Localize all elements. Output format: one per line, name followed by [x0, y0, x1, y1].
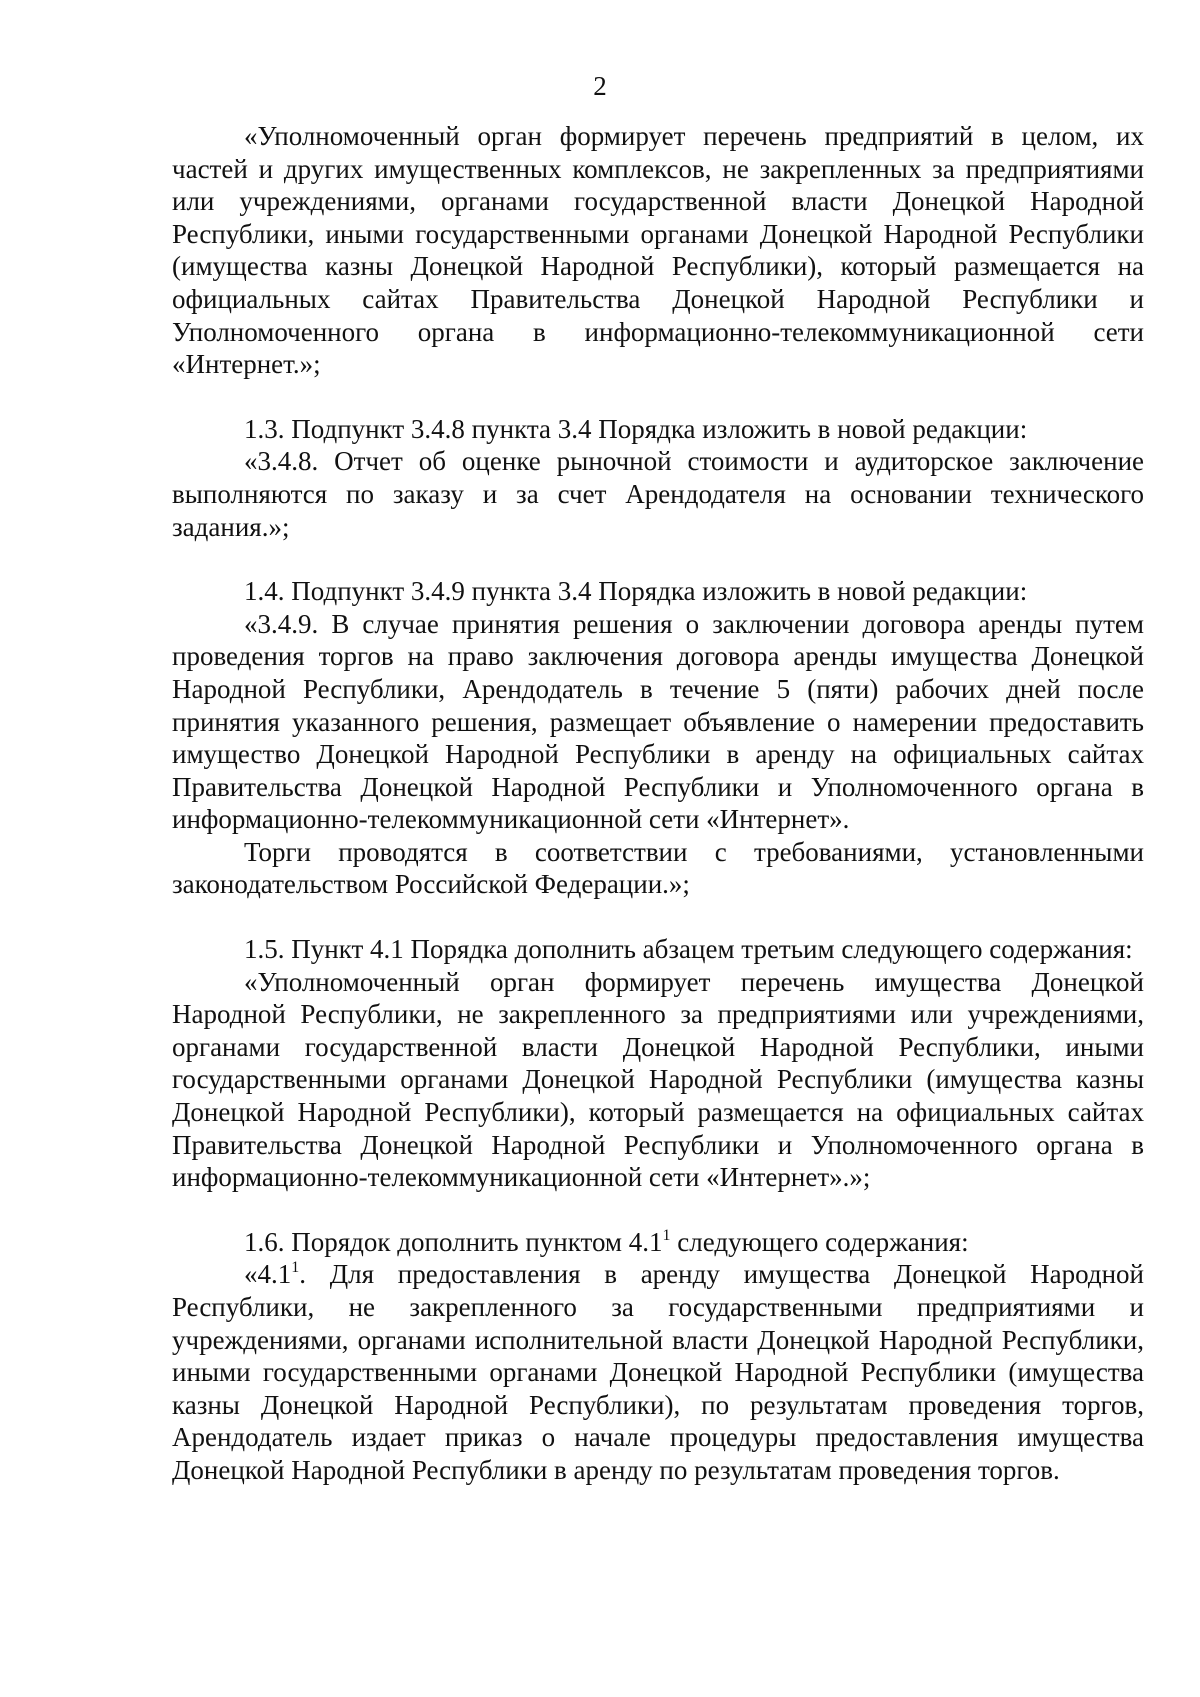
superscript-1: 1 [291, 1259, 300, 1277]
paragraph-quote-4-1-1-text: «4.1 [244, 1259, 292, 1290]
paragraph-quote-4-1-1-text-after: . Для предоставления в аренду имущества Донецкой Народной Республики, не закрепленного за государственными предприятиями и учреждениями, органами исполнительной власти Донецкой Народной Республики, иными государственными органами Донецкой Народной Республики (имущества казны Донецкой Народной Республики), по результатам проведения торгов, Арендодатель издает приказ о начале процедуры предоставления имущества Донецкой Народной Республики в аренду по результатам проведения торгов. [172, 1259, 1144, 1485]
superscript-1: 1 [662, 1226, 671, 1244]
paragraph-item-1-5: 1.5. Пункт 4.1 Порядка дополнить абзацем третьим следующего содержания: [244, 934, 1133, 965]
paragraph-item-1-6 [172, 1226, 1144, 1259]
paragraph-item-1-4: 1.4. Подпункт 3.4.9 пункта 3.4 Порядка изложить в новой редакции: [244, 576, 1028, 607]
paragraph-item-1-6-text: 1.6. Порядок дополнить пунктом 4.1 [244, 1226, 663, 1257]
paragraph-auction-rules: Торги проводятся в соответствии с требованиями, установленными законодательством Российской Федерации.»; [172, 836, 1144, 900]
paragraph-item-1-6-text-after: следующего содержания: [670, 1226, 969, 1257]
paragraph-item-1-3: 1.3. Подпункт 3.4.8 пункта 3.4 Порядка изложить в новой редакции: [244, 413, 1028, 444]
paragraph-quote-3-4-9: «3.4.9. В случае принятия решения о заключении договора аренды путем проведения торгов на право заключения договора аренды имущества Донецкой Народной Республики, Арендодатель в течение 5 (пяти) рабочих дней после принятия указанного решения, размещает объявление о намерении предоставить имущество Донецкой Народной Республики в аренду на официальных сайтах Правительства Донецкой Народной Республики и Уполномоченного органа в информационно-телекоммуникационной сети «Интернет». [172, 608, 1144, 835]
paragraph-quote-4-1-1 [172, 1258, 1144, 1486]
paragraph-quote-property-list: «Уполномоченный орган формирует перечень имущества Донецкой Народной Республики, не закрепленного за предприятиями или учреждениями, органами государственной власти Донецкой Народной Республики, иными государственными органами Донецкой Народной Республики (имущества казны Донецкой Народной Республики), который размещается на официальных сайтах Правительства Донецкой Народной Республики и Уполномоченного органа в информационно-телекоммуникационной сети «Интернет».»; [172, 966, 1144, 1193]
page-number: 2 [593, 71, 607, 101]
paragraph-quote-enterprises-list: «Уполномоченный орган формирует перечень предприятий в целом, их частей и других имущественных комплексов, не закрепленных за предприятиями или учреждениями, органами государственной власти Донецкой Народной Республики, иными государственными органами Донецкой Народной Республики (имущества казны Донецкой Народной Республики), который размещается на официальных сайтах Правительства Донецкой Народной Республики и Уполномоченного органа в информационно-телекоммуникационной сети «Интернет.»; [172, 121, 1144, 380]
paragraph-quote-3-4-8: «3.4.8. Отчет об оценке рыночной стоимости и аудиторское заключение выполняются по заказу и за счет Арендодателя на основании технического задания.»; [172, 446, 1144, 542]
document-body [172, 120, 1144, 1487]
